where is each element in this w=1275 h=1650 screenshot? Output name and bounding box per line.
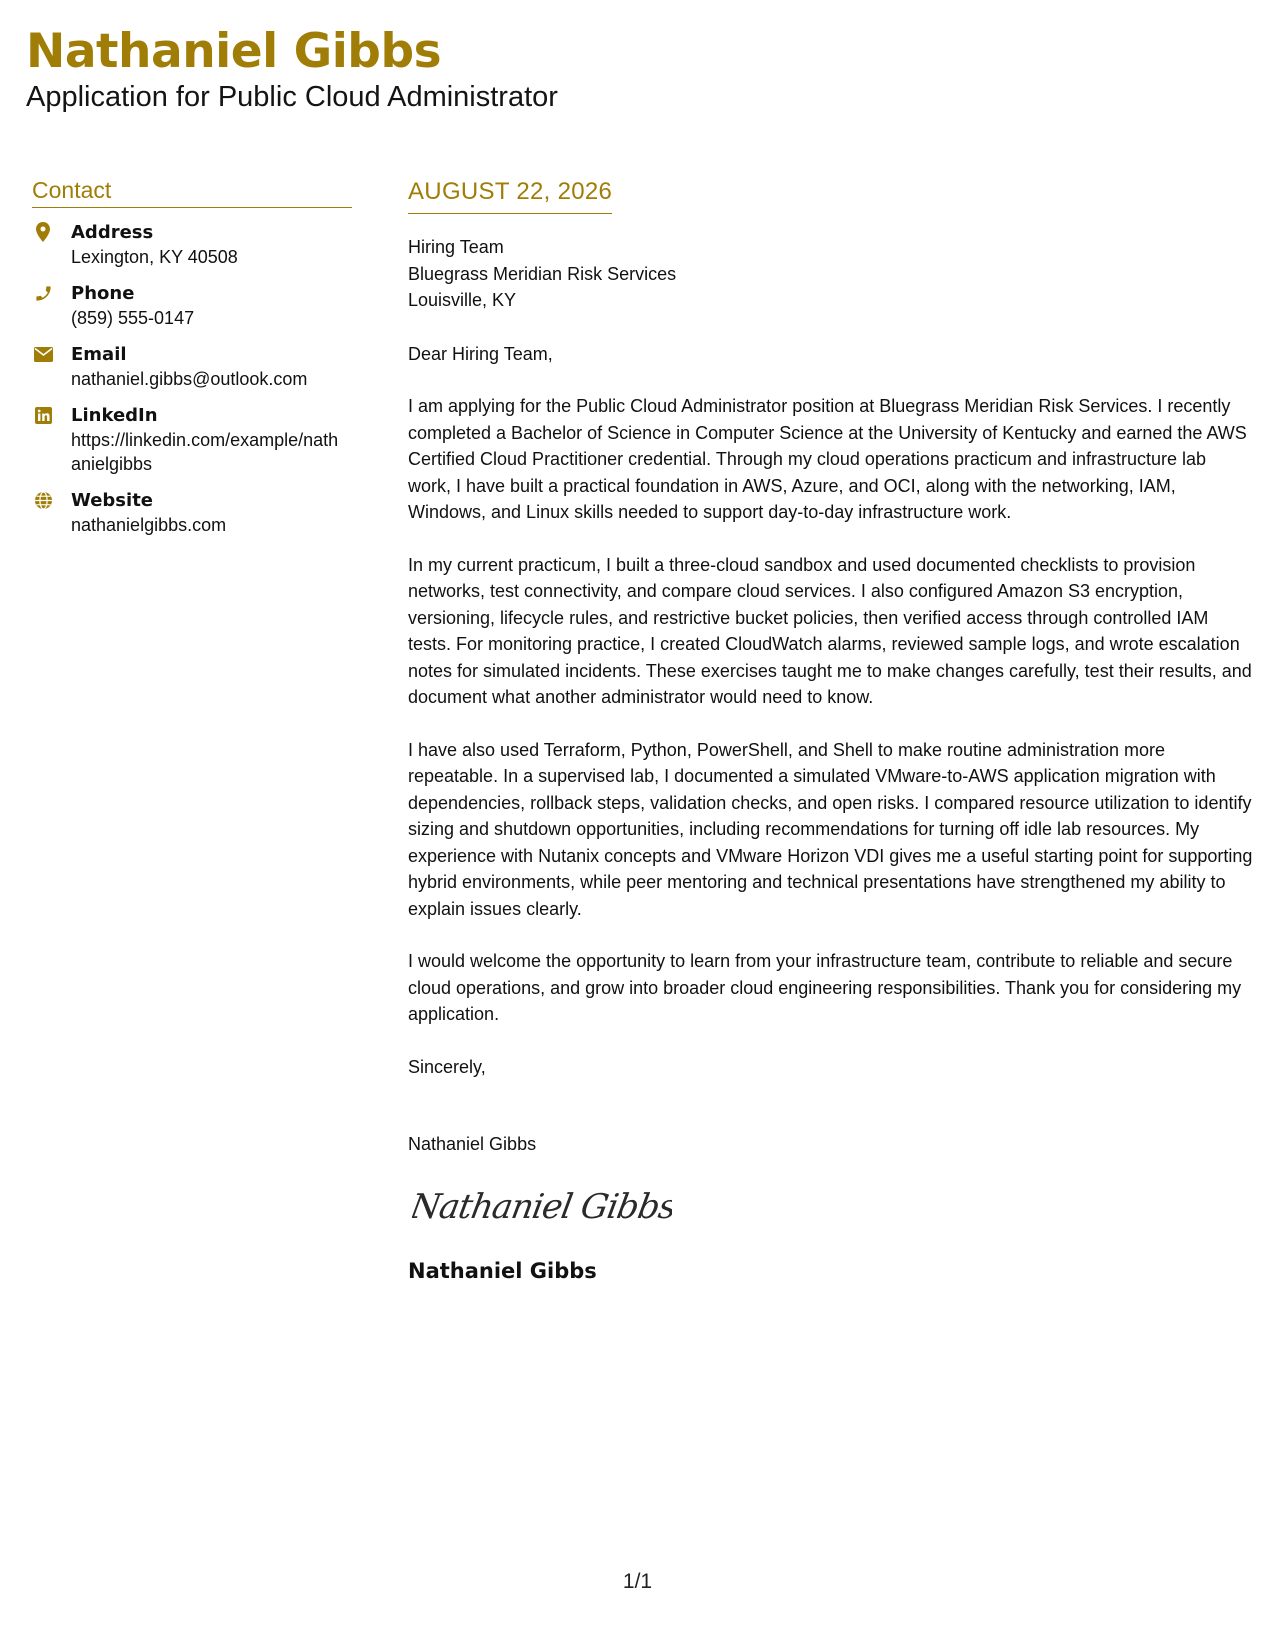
letter-body [408, 178, 1253, 1285]
location-pin-icon [32, 221, 54, 243]
address-value: Lexington, KY 40508 [71, 247, 238, 267]
salutation: Dear Hiring Team, [408, 343, 553, 364]
application-subtitle: Application for Public Cloud Administrator [26, 81, 558, 113]
linkedin-value[interactable]: https://linkedin.com/example/nathanielgibbs [71, 430, 339, 474]
closing: Sincerely, [408, 1056, 486, 1077]
signer-name: Nathaniel Gibbs [408, 1134, 537, 1154]
contact-item-phone [32, 281, 352, 330]
contact-sidebar [32, 176, 352, 549]
body-paragraph: I would welcome the opportunity to learn from your infrastructure team, contribute to reliable and secure cloud operations, and grow into broader cloud engineering responsibilities. Thank you for considering my application. [408, 951, 1242, 1024]
linkedin-label: LinkedIn [71, 405, 158, 426]
handwritten-signature [412, 1178, 672, 1238]
body-paragraph: In my current practicum, I built a three-cloud sandbox and used documented checklists to provision networks, test connectivity, and compare cloud services. I also configured Amazon S3 encryption, versioning, lifecycle rules, and restrictive bucket policies, then verified access through controlled IAM tests. For monitoring practice, I created CloudWatch alarms, reviewed sample logs, and wrote escalation notes for simulated incidents. These exercises taught me to make changes carefully, test their results, and document what another administrator would need to know. [408, 554, 1252, 707]
letter-date: AUGUST 22, 2026 [408, 178, 612, 214]
recipient-block [408, 234, 1253, 314]
page-number: 1/1 [622, 1570, 653, 1593]
email-value[interactable]: nathaniel.gibbs@outlook.com [71, 369, 308, 389]
linkedin-icon [32, 404, 54, 426]
email-icon [32, 343, 54, 365]
contact-heading: Contact [32, 176, 352, 208]
website-value[interactable]: nathanielgibbs.com [71, 515, 227, 535]
address-label: Address [71, 222, 154, 243]
body-paragraph: I am applying for the Public Cloud Administrator position at Bluegrass Meridian Risk Services. I recently completed a Bachelor of Science in Computer Science at the University of Kentucky and earned the AWS Certified Cloud Practitioner credential. Through my cloud operations practicum and infrastructure lab work, I have built a practical foundation in AWS, Azure, and OCI, along with the networking, IAM, Windows, and Linux skills needed to support day-to-day infrastructure work. [408, 396, 1247, 522]
applicant-name: Nathaniel Gibbs [26, 24, 442, 79]
email-label: Email [71, 344, 127, 365]
svg-text:Nathaniel Gibbs: Nathaniel Gibbs [412, 1186, 672, 1227]
contact-item-address [32, 220, 352, 269]
website-label: Website [71, 490, 154, 511]
contact-item-email [32, 342, 352, 391]
recipient-line: Hiring Team [408, 237, 504, 257]
phone-icon [32, 282, 54, 304]
body-paragraph: I have also used Terraform, Python, PowerShell, and Shell to make routine administration more repeatable. In a supervised lab, I documented a simulated VMware-to-AWS application migration with dependencies, rollback steps, validation checks, and open risks. I compared resource utilization to identify sizing and shutdown opportunities, including recommendations for turning off idle lab resources. My experience with Nutanix concepts and VMware Horizon VDI gives me a useful starting point for supporting hybrid environments, while peer mentoring and technical presentations have strengthened my ability to explain issues clearly. [408, 739, 1253, 919]
phone-value[interactable]: (859) 555-0147 [71, 308, 195, 328]
contact-item-linkedin [32, 403, 352, 476]
header [26, 24, 558, 114]
recipient-line: Louisville, KY [408, 290, 517, 310]
phone-label: Phone [71, 283, 135, 304]
globe-icon [32, 489, 54, 511]
recipient-line: Bluegrass Meridian Risk Services [408, 263, 677, 284]
signer-name-bold: Nathaniel Gibbs [408, 1258, 597, 1283]
contact-item-website [32, 488, 352, 537]
